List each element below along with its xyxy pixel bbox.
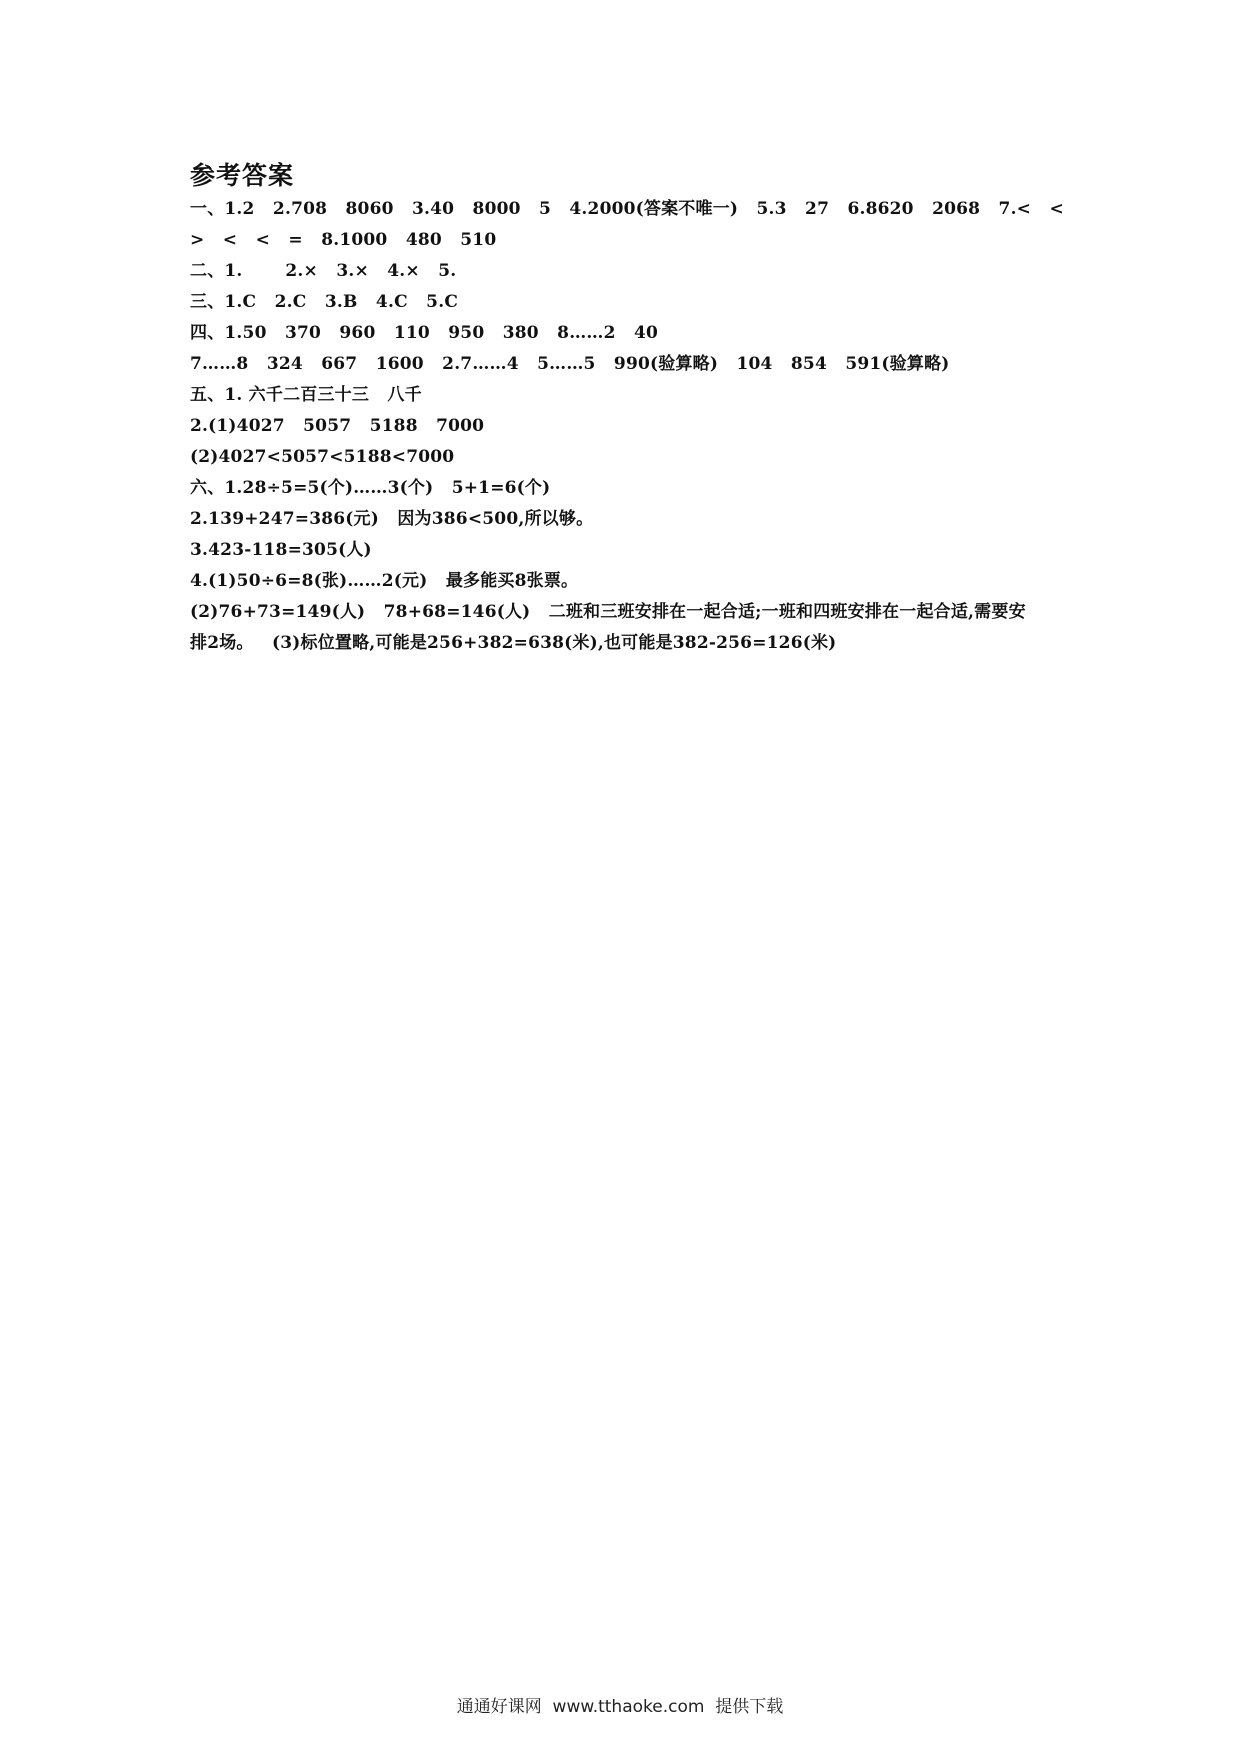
answer-list [190,194,1064,659]
footer-credit: 通通好课网 www.tthaoke.com 提供下载 [456,1697,784,1717]
answer-line-11: 2.139+247=386(元) 因为386<500,所以够。 [190,509,594,529]
answer-line-10: 六、1.28÷5=5(个)……3(个) 5+1=6(个) [190,478,551,498]
answer-line-8: 2.(1)4027 5057 5188 7000 [190,416,485,436]
answer-line-6: 7……8 324 667 1600 2.7……4 5……5 990(验算略) 104 854 591(验算略) [190,354,950,374]
answer-line-15: 排2场。 (3)标位置略,可能是256+382=638(米),也可能是382-256=126(米) [190,633,837,653]
answer-line-3: 二、1. 2.× 3.× 4.× 5. [190,261,457,281]
answer-line-14: (2)76+73=149(人) 78+68=146(人) 二班和三班安排在一起合适;一班和四班安排在一起合适,需要安 [190,602,1026,622]
answer-line-7: 五、1. 六千二百三十三 八千 [190,385,422,405]
answer-line-12: 3.423-118=305(人) [190,540,372,560]
answer-line-4: 三、1.C 2.C 3.B 4.C 5.C [190,292,459,312]
answer-line-13: 4.(1)50÷6=8(张)……2(元) 最多能买8张票。 [190,571,579,591]
answer-line-5: 四、1.50 370 960 110 950 380 8……2 40 [190,323,659,343]
answer-line-2: > < < = 8.1000 480 510 [190,230,497,250]
answer-line-9: (2)4027<5057<5188<7000 [190,447,455,467]
answer-line-1: 一、1.2 2.708 8060 3.40 8000 5 4.2000(答案不唯一) 5.3 27 6.8620 2068 7.< < [190,199,1064,219]
page-title: 参考答案 [190,161,295,190]
